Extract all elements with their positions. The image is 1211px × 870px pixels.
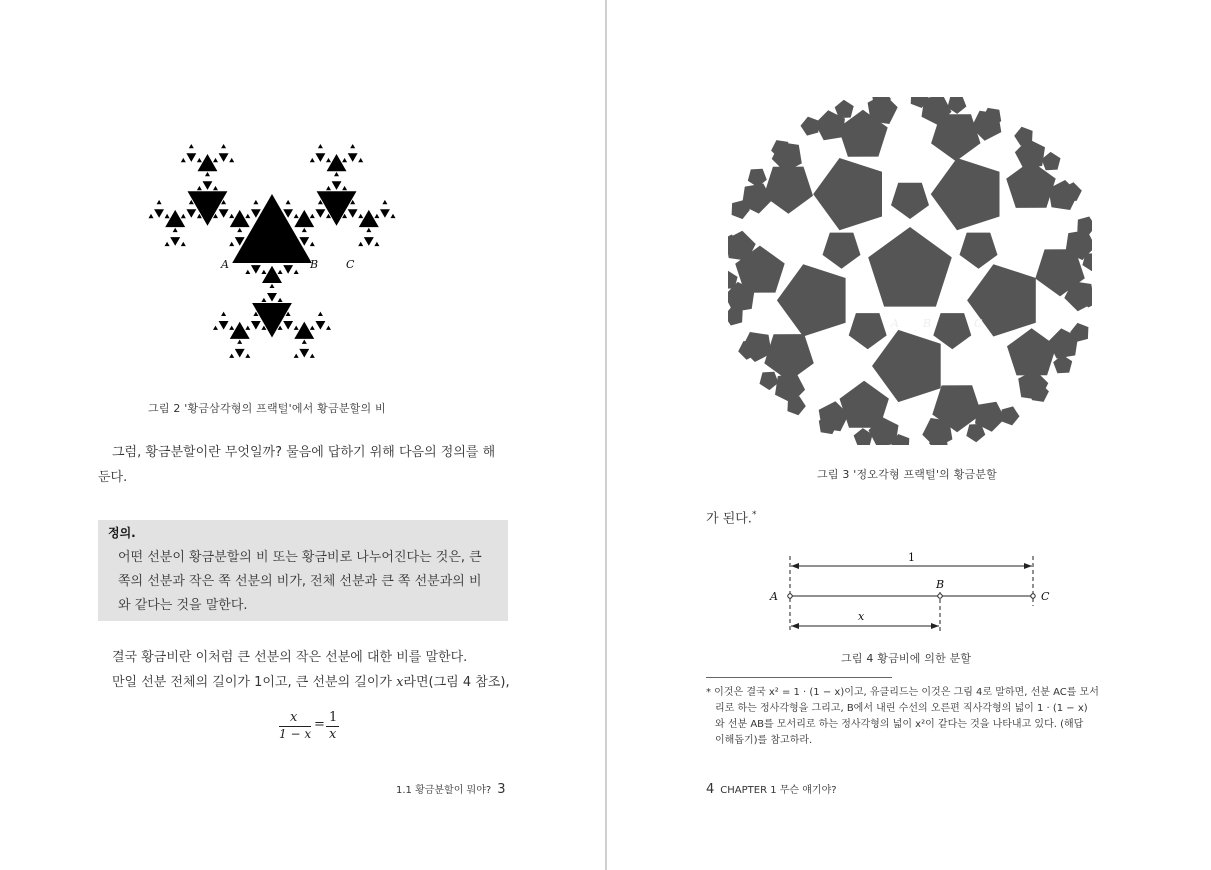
fractal-triangle [173,228,178,232]
fractal-triangle [261,298,266,302]
figure2-caption: 그림 2 '황금삼각형의 프랙털'에서 황금분할의 비 [148,402,386,415]
footnote [706,685,1118,749]
fractal-triangle [294,354,299,358]
paragraph2-line-1: 결국 황금비란 이처럼 큰 선분의 작은 선분에 대한 비를 말한다. [112,650,468,665]
continuation-text [706,503,756,531]
fractal-triangle [235,349,245,358]
fractal-triangle [294,214,299,218]
fractal-triangle [315,209,325,218]
fractal-triangle [294,326,299,330]
fractal-triangle [203,181,213,190]
total-arrowhead-left [791,563,799,569]
fractal-triangle [181,214,186,218]
definition-line-1: 어떤 선분이 황금분할의 비 또는 황금비로 나누어진다는 것은, 큰 [118,550,482,565]
intro-paragraph [98,440,510,490]
fractal-pentagon [960,233,998,269]
fractal-triangle [334,172,339,176]
definition-title: 정의. [108,526,136,540]
equation-left-denominator: 1 − x [279,727,312,741]
x-arrowhead-left [791,623,799,629]
fractal-triangle [310,242,315,246]
point-a [788,594,792,598]
definition-text [118,546,498,618]
fractal-triangle [302,340,307,344]
fractal-pentagon [748,169,767,187]
figure3-label-b: B [923,317,932,330]
fractal-triangle [315,321,325,330]
paragraph2-line-2 [112,670,512,695]
fractal-triangle [278,298,283,302]
fractal-triangle [181,158,186,162]
point-label-b: B [936,578,945,591]
fractal-triangle [170,237,180,246]
continuation-sentence: 가 된다. [706,511,752,527]
golden-ratio-equation [277,710,343,744]
fractal-triangle [229,242,234,246]
fractal-triangle [186,209,196,218]
definition-line-2: 쪽의 선분과 작은 쪽 선분의 비가, 전체 선분과 큰 쪽 선분과의 비 [118,574,482,589]
fractal-triangle [198,154,218,171]
fractal-triangle [366,228,371,232]
fractal-triangle [149,214,154,218]
fractal-triangle [270,284,275,288]
fractal-triangle [286,200,291,204]
fractal-shapes [149,144,396,358]
fractal-triangle [374,242,379,246]
fractal-triangle [359,210,379,227]
total-arrowhead-right [1024,563,1032,569]
fractal-pentagon [891,183,929,219]
figure3-caption: 그림 3 '정오각형 프랙털'의 황금분할 [817,468,997,481]
fractal-triangle [252,303,292,338]
fractal-triangle [317,191,357,226]
fractal-triangle [245,326,250,330]
equation-equals: = [314,717,325,732]
figure2-label-a: A [221,258,229,271]
fractal-triangle [382,200,387,204]
fractal-triangle [310,214,315,218]
definition-box [98,520,508,621]
fractal-triangle [251,321,261,330]
golden-triangle-fractal-figure [100,90,440,390]
fractal-triangle [213,326,218,330]
fractal-triangle [310,354,315,358]
fractal-triangle [327,154,347,171]
fractal-triangle [262,266,282,283]
fractal-triangle [229,326,234,330]
paragraph2-line2-post: 라면(그림 4 참조), [403,675,510,690]
intro-line-2: 둔다. [98,470,128,485]
fractal-pentagon [801,117,819,136]
fractal-pentagon [1042,152,1061,170]
paragraph-2 [112,645,512,695]
fractal-triangle [299,349,309,358]
fractal-triangle [350,144,355,148]
fractal-triangle [154,209,164,218]
fractal-triangle [197,186,202,190]
fractal-triangle [219,321,229,330]
right-page-footer [706,781,837,797]
fractal-triangle [391,214,396,218]
fractal-triangle [318,312,323,316]
fractal-triangle [348,153,358,162]
fractal-pentagon [1007,328,1056,375]
fractal-triangle [213,186,218,190]
fractal-triangle [318,144,323,148]
x-length-label: x [858,610,865,623]
fractal-triangle [165,214,170,218]
fractal-triangle [253,200,258,204]
fractal-triangle [283,265,293,274]
paragraph2-variable-x: x [396,675,404,690]
fractal-triangle [315,153,325,162]
fractal-triangle [358,214,363,218]
fractal-triangle [326,158,331,162]
fractal-triangle [230,210,250,227]
fractal-pentagon [787,396,805,415]
fractal-triangle [283,321,293,330]
figure4-caption: 그림 4 황금비에 의한 분할 [841,652,972,665]
page-divider [605,0,607,870]
pentagon-fractal-figure [728,97,1092,445]
fractal-pentagon [813,158,882,230]
point-c [1031,594,1035,598]
fractal-triangle [229,158,234,162]
fractal-triangle [261,270,266,274]
fractal-triangle [332,181,342,190]
x-arrowhead-right [931,623,939,629]
fractal-pentagon [777,264,846,336]
fractal-triangle [342,186,347,190]
fractal-triangle [186,153,196,162]
fractal-pentagon [1053,355,1072,373]
fractal-triangle [188,191,228,226]
definition-line-3: 와 같다는 것을 말한다. [118,598,248,613]
left-footer-section: 1.1 황금분할이 뭐야? [396,785,492,796]
equation-left-numerator: x [290,710,298,725]
fractal-triangle [219,153,229,162]
fractal-triangle [165,210,185,227]
figure3-label-c: C [974,317,983,330]
footnote-line-4: 이해돕기)를 참고하라. [715,735,813,746]
total-length-label: 1 [908,551,915,564]
fractal-triangle [302,228,307,232]
fractal-triangle [267,293,277,302]
fractal-triangle [165,242,170,246]
fractal-pentagon [764,167,813,214]
left-page-footer [396,781,505,797]
paragraph2-line2-pre: 만일 선분 전체의 길이가 1이고, 큰 선분의 길이가 [112,675,397,690]
fractal-triangle [230,322,250,339]
right-page-number: 4 [706,782,715,797]
fractal-triangle [364,237,374,246]
fractal-triangle [348,209,358,218]
fractal-triangle [229,214,234,218]
fractal-triangle [326,326,331,330]
figure2-label-b: B [310,258,319,271]
footnote-line-3: 와 선분 AB를 모서리로 하는 정사각형의 넓이 x²이 같다는 것을 나타내고 있다. (해답 [715,719,1084,730]
fractal-triangle [326,186,331,190]
fractal-pentagon [868,227,952,307]
fractal-triangle [294,270,299,274]
figure3-label-a: A [891,317,899,330]
equation-right-numerator: 1 [329,710,338,725]
fractal-triangle [245,214,250,218]
fractal-triangle [237,340,242,344]
fractal-triangle [205,172,210,176]
fractal-pentagon [823,233,861,269]
point-label-c: C [1041,590,1050,603]
fractal-triangle [189,144,194,148]
intro-line-1: 그럼, 황금분할이란 무엇일까? 물음에 답하기 위해 다음의 정의를 해 [112,445,496,460]
equation-right-denominator: x [329,727,337,742]
golden-section-diagram [760,548,1060,638]
fractal-triangle [358,158,363,162]
fractal-triangle [213,158,218,162]
point-b [938,594,942,598]
fractal-triangle [197,158,202,162]
fractal-triangle [380,209,390,218]
fractal-triangle [245,354,250,358]
fractal-pentagon [872,330,941,402]
figure2-label-c: C [346,258,355,271]
fractal-triangle [294,322,314,339]
fractal-pentagon [931,158,1000,230]
footnote-marker: * [751,510,757,520]
fractal-triangle [342,158,347,162]
fractal-triangle [310,326,315,330]
fractal-triangle [229,354,234,358]
fractal-triangle [294,210,314,227]
fractal-pentagon [1001,406,1019,425]
fractal-triangle [310,158,315,162]
point-label-a: A [770,590,778,603]
fractal-triangle [237,228,242,232]
fractal-triangle [245,270,250,274]
fractal-triangle [251,265,261,274]
left-page-number: 3 [497,782,506,797]
footnote-line-1: * 이것은 결국 x² = 1 · (1 − x)이고, 유클리드는 이것은 그림 4로 말하면, 선분 AC를 모서 [706,687,1099,698]
fractal-triangle [278,270,283,274]
fractal-pentagon [760,372,779,390]
right-footer-chapter: CHAPTER 1 무슨 얘기야? [720,785,837,796]
fractal-triangle [374,214,379,218]
fractal-triangle [219,209,229,218]
fractal-triangle [181,242,186,246]
footnote-line-2: 리로 하는 정사각형을 그리고, B에서 내린 수선의 오른편 직사각형의 넓이 1 · (1 − x) [715,703,1088,714]
fractal-pentagon [849,313,887,349]
pentagon-fractal-shapes [728,97,1092,445]
fractal-pentagon [1014,127,1032,146]
fractal-triangle [358,242,363,246]
fractal-triangle [232,194,312,263]
fractal-triangle [221,144,226,148]
fractal-triangle [157,200,162,204]
footnote-rule [706,677,892,678]
fractal-triangle [221,312,226,316]
